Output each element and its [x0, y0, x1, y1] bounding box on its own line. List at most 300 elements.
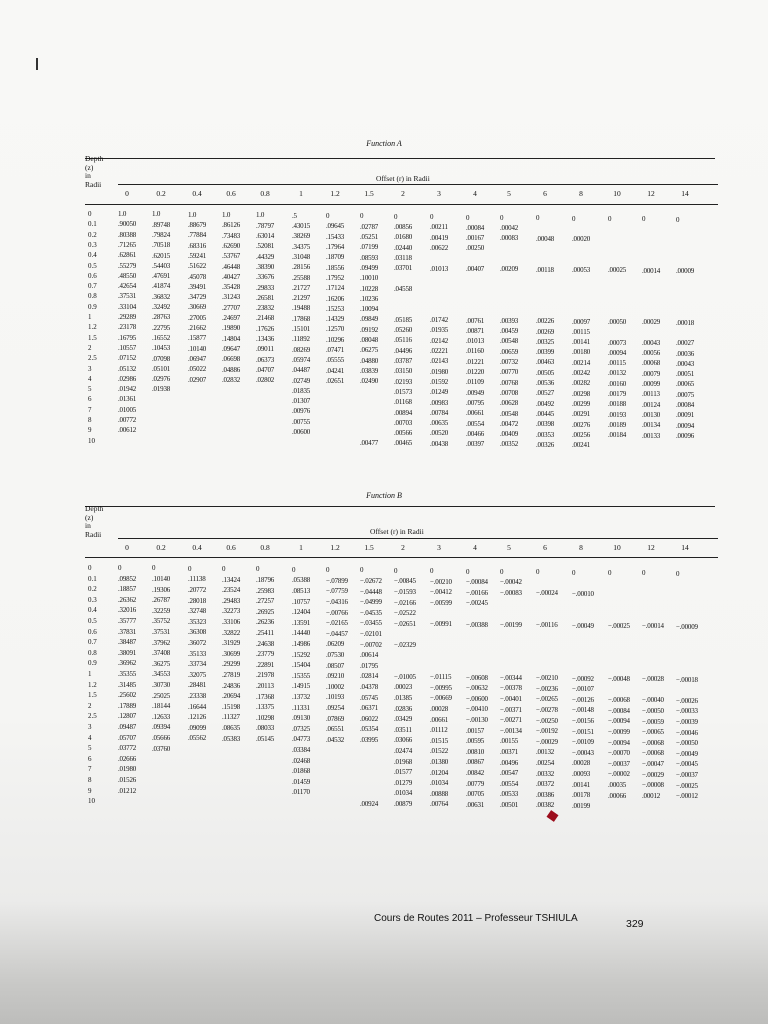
table-cell: .00445 — [536, 409, 555, 418]
table-cell: −.00010 — [572, 589, 594, 598]
table-cell: .41874 — [152, 282, 171, 291]
table-cell: .00141 — [572, 338, 591, 347]
table-cell: .01249 — [430, 388, 449, 397]
table-cell: −.00029 — [536, 737, 558, 746]
table-cell: .77884 — [188, 231, 207, 240]
table-cell: .01980 — [430, 367, 449, 376]
depth-label-line3: in — [85, 171, 91, 180]
table-cell: −.02522 — [394, 609, 416, 618]
table-cell: .59241 — [188, 251, 207, 260]
table-cell: .22795 — [152, 323, 171, 332]
table-cell: .31243 — [222, 293, 241, 302]
table-cell: −.00008 — [642, 781, 664, 790]
table-cell: .08513 — [292, 586, 311, 595]
column-header: 1.5 — [364, 189, 374, 198]
table-cell: .28763 — [152, 313, 171, 322]
table-cell: −.00045 — [676, 760, 698, 769]
depth-value: 0.6 — [88, 271, 97, 280]
table-cell: −.00236 — [536, 684, 558, 693]
table-cell: .00779 — [466, 779, 485, 788]
depth-value: 6 — [88, 395, 92, 404]
table-cell: .12807 — [118, 712, 137, 721]
table-cell: −.00669 — [430, 694, 452, 703]
table-cell: .03511 — [394, 725, 412, 734]
table-cell: .00505 — [536, 368, 555, 377]
table-cell: .18144 — [152, 702, 171, 711]
table-cell: .12633 — [152, 712, 171, 721]
table-cell: .42654 — [118, 282, 137, 291]
table-a-header-rule — [85, 204, 718, 205]
table-cell: .62690 — [222, 241, 241, 250]
column-header: 10 — [613, 189, 621, 198]
table-cell: .00242 — [572, 369, 591, 378]
depth-value: 9 — [88, 786, 92, 795]
table-cell: .00132 — [608, 369, 627, 378]
table-cell: .33676 — [256, 273, 275, 282]
table-cell: .20772 — [188, 585, 207, 594]
table-cell: −.00024 — [536, 589, 558, 598]
table-cell: −.00401 — [500, 695, 522, 704]
table-cell: .01361 — [118, 395, 137, 404]
table-cell: .18857 — [118, 585, 137, 594]
table-cell: .00496 — [500, 758, 519, 767]
table-cell: .00399 — [536, 348, 555, 357]
table-cell: .07325 — [292, 724, 311, 733]
table-cell: −.00148 — [572, 706, 594, 715]
table-cell: −.00009 — [676, 622, 698, 631]
table-cell: .10757 — [292, 597, 311, 606]
table-cell: .34729 — [188, 293, 207, 302]
table-cell: .05185 — [394, 315, 413, 324]
column-header: 0.6 — [226, 543, 236, 552]
table-cell: .00075 — [676, 390, 695, 399]
table-cell: .00398 — [536, 420, 555, 429]
table-cell: .02490 — [360, 377, 379, 386]
table-cell: 0 — [394, 566, 398, 575]
table-cell: −.00995 — [430, 683, 452, 692]
table-cell: .38390 — [256, 262, 275, 271]
table-cell: .00241 — [572, 441, 591, 450]
table-cell: .02440 — [394, 243, 413, 252]
table-cell: .00548 — [500, 337, 519, 346]
table-cell: 0 — [536, 214, 540, 223]
table-cell: .37831 — [118, 627, 137, 636]
depth-label-line1: Depth — [85, 504, 104, 513]
table-cell: .26236 — [256, 618, 275, 627]
table-cell: .01005 — [118, 405, 137, 414]
table-cell: .00419 — [430, 233, 449, 242]
table-cell: .37962 — [152, 638, 171, 647]
table-cell: .25588 — [292, 273, 311, 282]
table-cell: .03150 — [394, 367, 413, 376]
table-cell: .00199 — [572, 801, 591, 810]
table-cell: .25983 — [256, 586, 275, 595]
table-cell: .00768 — [500, 378, 519, 387]
table-cell: .14986 — [292, 639, 311, 648]
table-cell: .20113 — [256, 682, 274, 690]
table-cell: .06551 — [326, 725, 345, 734]
column-header: 1.5 — [364, 543, 374, 552]
depth-value: 1.5 — [88, 691, 97, 700]
table-cell: .71265 — [118, 240, 137, 249]
table-cell: .68316 — [188, 241, 207, 250]
table-cell: .36275 — [152, 659, 171, 668]
table-cell: .00023 — [394, 683, 413, 692]
table-cell: .00115 — [608, 359, 626, 368]
table-cell: .00612 — [118, 426, 137, 435]
table-cell: .44329 — [256, 252, 275, 261]
table-cell: −.00192 — [536, 727, 558, 736]
table-cell: .33106 — [222, 618, 241, 627]
table-cell: .01459 — [292, 777, 311, 786]
table-cell: .00036 — [676, 349, 695, 358]
table-cell: .03384 — [292, 745, 311, 754]
table-cell: .00276 — [572, 420, 591, 429]
table-cell: .00167 — [466, 234, 485, 243]
table-cell: .00983 — [430, 398, 449, 407]
table-cell: −.00766 — [326, 608, 348, 617]
table-cell: .00178 — [572, 791, 591, 800]
table-cell: −.00632 — [466, 684, 488, 693]
table-cell: .00770 — [500, 368, 519, 377]
column-header: 0 — [125, 543, 129, 552]
table-cell: −.00210 — [536, 674, 558, 683]
table-cell: .01515 — [430, 736, 449, 745]
depth-value: 0.1 — [88, 574, 97, 583]
table-cell: .17124 — [326, 284, 345, 293]
table-cell: 1.0 — [152, 210, 161, 219]
table-cell: .00256 — [572, 430, 591, 439]
table-cell: .00924 — [360, 799, 379, 808]
table-cell: .55279 — [118, 261, 137, 270]
table-cell: −.00378 — [500, 684, 522, 693]
table-cell: .00025 — [608, 266, 627, 275]
table-cell: .09254 — [326, 703, 345, 712]
table-cell: −.00371 — [500, 705, 522, 714]
table-cell: .01522 — [430, 747, 449, 756]
table-cell: −.00083 — [500, 589, 522, 598]
table-cell: −.02166 — [394, 598, 416, 607]
table-cell: .00050 — [608, 317, 627, 326]
table-cell: .00661 — [466, 409, 485, 418]
depth-value: 0.1 — [88, 220, 97, 229]
table-cell: .07530 — [326, 650, 345, 659]
table-cell: .01204 — [430, 768, 449, 777]
depth-label-line2: (z) — [85, 162, 94, 172]
table-cell: .00326 — [536, 440, 555, 449]
table-cell: .13424 — [222, 575, 241, 584]
depth-value: 3 — [88, 723, 92, 731]
table-cell: .16552 — [152, 333, 171, 342]
table-cell: .08635 — [222, 724, 241, 733]
table-cell: .00353 — [536, 430, 555, 439]
table-cell: .09852 — [118, 574, 137, 583]
table-cell: −.00018 — [676, 675, 698, 684]
table-cell: .23178 — [118, 323, 137, 332]
table-cell: .07152 — [118, 354, 137, 363]
table-cell: .06275 — [360, 346, 379, 355]
table-cell: 1.0 — [256, 211, 265, 220]
depth-value: 2 — [88, 701, 92, 710]
table-cell: −.00412 — [430, 588, 452, 597]
table-cell: .09130 — [292, 714, 311, 723]
table-cell: .00631 — [466, 800, 485, 809]
depth-value: 4 — [88, 733, 92, 742]
depth-value: 0 — [88, 564, 92, 572]
table-cell: .90050 — [118, 220, 137, 229]
table-cell: −.00608 — [466, 673, 488, 682]
table-cell: −.00049 — [572, 621, 594, 630]
table-cell: −.03455 — [360, 619, 382, 628]
table-cell: .05555 — [326, 356, 345, 365]
table-cell: 0 — [360, 212, 364, 221]
table-cell: .00732 — [500, 358, 519, 367]
table-cell: .23779 — [256, 650, 275, 659]
table-cell: .00189 — [608, 420, 627, 429]
table-cell: .01380 — [430, 757, 449, 766]
depth-value: 6 — [88, 754, 92, 763]
table-cell: −.00037 — [608, 759, 630, 768]
table-cell: −.00151 — [572, 727, 594, 736]
table-cell: .00028 — [430, 704, 449, 713]
depth-value: 7 — [88, 405, 92, 414]
table-cell: .26581 — [256, 293, 275, 302]
table-cell: .01307 — [292, 397, 311, 406]
table-cell: .00160 — [608, 379, 627, 388]
table-cell: .06373 — [256, 355, 275, 364]
table-cell: .00547 — [500, 769, 519, 778]
table-cell: .00554 — [500, 779, 519, 788]
table-cell: .31485 — [118, 680, 137, 689]
column-header: 0.2 — [156, 543, 166, 552]
table-cell: .09099 — [188, 723, 207, 732]
table-cell: .00755 — [292, 417, 311, 426]
table-cell: .78797 — [256, 221, 275, 230]
table-cell: −.00040 — [642, 696, 664, 705]
table-cell: −.01115 — [430, 673, 452, 682]
depth-value: 0 — [88, 210, 92, 218]
table-cell: .21662 — [188, 324, 207, 332]
table-cell: .15101 — [292, 325, 311, 334]
table-cell: .00193 — [608, 410, 627, 419]
column-header: 5 — [507, 189, 511, 198]
table-cell: .00048 — [536, 234, 555, 243]
table-a-top-rule — [85, 158, 715, 159]
table-cell: .40427 — [222, 272, 241, 281]
table-cell: .00056 — [642, 349, 661, 358]
depth-value: 0.2 — [88, 585, 97, 594]
table-cell: .01112 — [430, 726, 448, 735]
table-cell: −.04535 — [360, 608, 382, 617]
table-cell: .09647 — [222, 344, 241, 353]
table-cell: .24836 — [222, 681, 241, 690]
table-cell: .21978 — [256, 671, 275, 680]
table-cell: .02666 — [118, 754, 137, 763]
table-cell: .01680 — [394, 233, 413, 242]
table-cell: .03066 — [394, 736, 413, 745]
table-cell: .00397 — [466, 440, 485, 449]
table-cell: −.00059 — [642, 717, 664, 726]
table-cell: .09487 — [118, 723, 137, 731]
table-cell: .00371 — [500, 748, 519, 757]
table-cell: −.00388 — [466, 620, 488, 629]
table-cell: .00810 — [466, 747, 485, 756]
column-header: 0.4 — [192, 189, 202, 198]
table-cell: .46448 — [222, 262, 241, 271]
table-cell: .00084 — [466, 223, 485, 232]
table-cell: −.00028 — [642, 675, 664, 684]
table-cell: .00091 — [676, 411, 695, 420]
table-cell: .17626 — [256, 324, 275, 333]
table-cell: .00066 — [608, 791, 627, 800]
table-cell: .00477 — [360, 439, 379, 448]
table-cell: .38091 — [118, 648, 137, 657]
table-cell: −.00092 — [572, 674, 594, 683]
table-cell: .04378 — [360, 683, 379, 692]
table-cell: .00784 — [430, 408, 449, 417]
table-cell: .02193 — [394, 377, 413, 386]
table-cell: −.00025 — [676, 781, 698, 790]
table-cell: .04532 — [326, 735, 345, 744]
table-cell: .00094 — [676, 421, 695, 430]
depth-value: 2.5 — [88, 354, 97, 363]
depth-value: 0.9 — [88, 659, 97, 668]
table-cell: .43015 — [292, 222, 311, 231]
table-cell: .00211 — [430, 223, 448, 232]
table-cell: 0 — [642, 569, 646, 578]
table-cell: .10193 — [326, 693, 345, 702]
table-cell: .01279 — [394, 778, 413, 787]
table-cell: .00842 — [466, 768, 485, 777]
depth-value: 10 — [88, 436, 95, 445]
table-cell: .00386 — [536, 790, 555, 799]
table-cell: .00409 — [500, 430, 519, 439]
depth-value: 0.5 — [88, 617, 97, 625]
table-cell: .23338 — [188, 691, 207, 700]
table-cell: .00472 — [500, 419, 519, 428]
table-cell: .31929 — [222, 639, 241, 648]
table-cell: .45078 — [188, 272, 207, 281]
table-cell: −.00126 — [572, 695, 594, 704]
table-cell: .00083 — [500, 234, 519, 243]
table-cell: .17952 — [326, 273, 345, 282]
column-header: 12 — [647, 543, 655, 552]
table-cell: .02474 — [394, 747, 413, 755]
table-cell: .00393 — [500, 316, 519, 325]
depth-value: 10 — [88, 797, 95, 806]
table-cell: −.00048 — [608, 674, 630, 683]
table-cell: .62861 — [118, 251, 137, 260]
table-cell: .00065 — [676, 380, 695, 389]
table-cell: .00155 — [500, 737, 519, 746]
table-cell: .11327 — [222, 713, 240, 722]
table-cell: .04241 — [326, 366, 345, 375]
table-b-depth-label — [85, 505, 103, 539]
depth-value: 7 — [88, 765, 92, 774]
table-cell: .00879 — [394, 800, 413, 808]
table-cell: .37408 — [152, 649, 171, 658]
table-cell: .00871 — [466, 326, 485, 335]
table-cell: −.00065 — [642, 728, 664, 737]
table-cell: .00635 — [430, 419, 449, 428]
table-cell: .16206 — [326, 294, 345, 303]
table-cell: .15433 — [326, 232, 345, 241]
table-b-top-rule — [85, 506, 715, 507]
table-cell: .01938 — [152, 385, 171, 394]
table-cell: .01034 — [394, 789, 413, 798]
column-header: 3 — [437, 189, 441, 198]
table-cell: −.00278 — [536, 706, 558, 714]
table-b-offset-rule — [118, 538, 718, 539]
table-cell: 0 — [500, 567, 504, 576]
depth-label-line2: (z) — [85, 512, 94, 522]
function-b-title: Function B — [366, 491, 402, 500]
table-cell: .18796 — [256, 576, 275, 584]
column-header: 1.2 — [330, 189, 340, 198]
table-cell: −.01593 — [394, 588, 416, 596]
table-cell: .11138 — [188, 575, 206, 584]
table-cell: .00299 — [572, 399, 591, 408]
table-cell: −.00156 — [572, 716, 594, 725]
table-cell: .03118 — [394, 254, 412, 262]
table-cell: .05116 — [394, 336, 412, 345]
table-cell: 1.0 — [188, 210, 197, 219]
table-cell: .00130 — [642, 410, 661, 419]
table-cell: .27819 — [222, 671, 241, 680]
table-cell: .01573 — [394, 387, 413, 396]
table-cell: .21297 — [292, 294, 311, 303]
table-cell: .30730 — [152, 680, 171, 689]
table-cell: −.00068 — [642, 738, 664, 747]
table-cell: .19306 — [152, 585, 171, 594]
table-cell: 0 — [466, 213, 470, 222]
table-cell: .12570 — [326, 325, 345, 334]
table-cell: .19890 — [222, 324, 241, 333]
depth-value: 2.5 — [88, 712, 97, 721]
table-cell: 0 — [292, 565, 296, 574]
table-cell: .00029 — [642, 318, 661, 327]
table-cell: 0 — [430, 213, 434, 222]
table-cell: .28481 — [188, 681, 207, 690]
table-a-offset-rule — [118, 184, 718, 185]
table-cell: .03995 — [360, 736, 379, 745]
table-cell: .06698 — [222, 355, 241, 364]
column-header: 0.2 — [156, 189, 166, 198]
table-cell: .17964 — [326, 243, 345, 251]
table-cell: 0 — [360, 566, 364, 575]
table-cell: .08507 — [326, 661, 345, 670]
table-cell: .00708 — [500, 388, 519, 397]
table-cell: .01577 — [394, 768, 413, 777]
table-cell: .06209 — [326, 640, 345, 649]
table-cell: −.00271 — [500, 716, 522, 725]
table-cell: .35133 — [188, 649, 207, 658]
depth-value: 3 — [88, 364, 92, 373]
table-cell: .14804 — [222, 334, 241, 343]
table-cell: .25411 — [256, 629, 274, 637]
table-cell: .27257 — [256, 597, 275, 606]
table-cell: −.00033 — [676, 707, 698, 716]
column-header: 0 — [125, 189, 129, 198]
table-cell: .00867 — [466, 758, 485, 767]
table-cell: .29299 — [222, 660, 241, 669]
table-cell: −.00166 — [466, 588, 488, 597]
table-cell: 0 — [394, 212, 398, 221]
table-cell: .00051 — [676, 370, 695, 379]
table-cell: .32075 — [188, 670, 207, 679]
table-cell: .07199 — [360, 243, 379, 252]
table-cell: .31048 — [292, 252, 311, 261]
